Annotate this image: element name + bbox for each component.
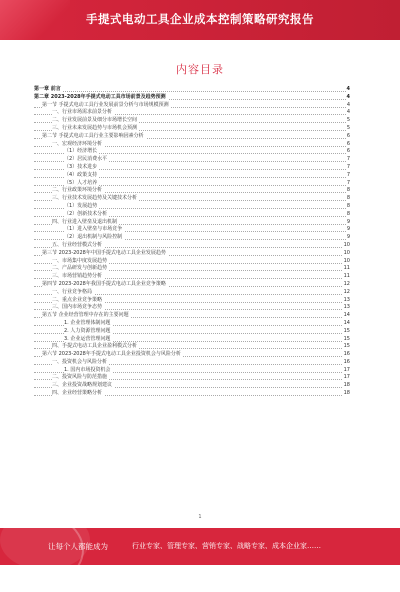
toc-entry-title: 四、企业经营策略分析	[52, 390, 103, 397]
toc-entry-page: 10	[343, 249, 350, 256]
footer-slogan: 让每个人都能成为	[48, 542, 108, 551]
toc-entry-title: 二、行业政策环境分析	[52, 187, 103, 194]
toc-entry-page: 6	[346, 140, 350, 147]
toc-entry-page: 14	[343, 319, 350, 326]
toc-entry-page: 10	[343, 257, 350, 264]
toc-entry-page: 5	[346, 124, 350, 131]
toc-entry-title: 第二节 手提式电动工具行业主要影响因素分析	[42, 132, 144, 139]
toc-entry[interactable]	[34, 382, 350, 390]
toc-entry-title: （1）进入壁垒与市场竞争	[64, 226, 123, 233]
toc-entry-title: 三、行业未来发展趋势与市场机会预测	[52, 124, 138, 131]
toc-entry[interactable]	[34, 304, 350, 312]
toc-entry-title: （1）发展趋势	[64, 202, 98, 209]
toc-entry-page: 16	[343, 351, 350, 358]
toc-entry-title: 二、行业发展前景及细分市场增长空间	[52, 117, 138, 124]
toc-entry-title: （2）创新技术分析	[64, 210, 108, 217]
toc-entry[interactable]	[34, 312, 350, 320]
toc-entry[interactable]	[34, 234, 350, 242]
toc-entry-title: 1. 国内市场投资机会	[64, 366, 111, 373]
toc-entry-title: （2）居民消费水平	[64, 156, 108, 163]
toc-entry-page: 15	[343, 327, 350, 334]
toc-entry-page: 14	[343, 312, 350, 319]
toc-entry-page: 17	[343, 366, 350, 373]
toc-entry[interactable]	[34, 281, 350, 289]
toc-entry-title: 五、行业经营模式分析	[52, 241, 103, 248]
toc-leader-dots	[34, 91, 350, 92]
toc-entry-title: 二、重点企业竞争策略	[52, 296, 103, 303]
toc-entry-page: 7	[346, 179, 350, 186]
toc-entry-title: 第一节 手提式电动工具行业发展前景分析与市场规模预测	[42, 101, 169, 108]
toc-entry[interactable]	[34, 156, 350, 164]
toc-entry[interactable]	[34, 390, 350, 398]
toc-entry[interactable]	[34, 94, 350, 102]
page-number: 1	[198, 514, 202, 520]
toc-entry-title: （2）退出机制与风险控制	[64, 234, 123, 241]
toc-entry-page: 15	[343, 335, 350, 342]
toc-entry-title: 四、行业进入壁垒及退出机制	[52, 218, 118, 225]
toc-entry[interactable]	[34, 172, 350, 180]
toc-entry-page: 9	[346, 218, 350, 225]
toc-entry-page: 4	[346, 86, 350, 92]
toc-entry[interactable]	[34, 117, 350, 125]
toc-entry-title: 第四节 2023-2028年我国手提式电动工具企业竞争策略	[42, 280, 166, 287]
toc-entry-page: 13	[343, 296, 350, 303]
toc-entry-page: 12	[343, 280, 350, 287]
toc-entry-title: 一、投资机会与风险分析	[52, 358, 108, 365]
toc-entry-title: 三、国内市场竞争态势	[52, 304, 103, 311]
toc-entry-page: 7	[346, 171, 350, 178]
toc-entry-page: 5	[346, 117, 350, 124]
toc-entry[interactable]	[34, 148, 350, 156]
toc-entry-page: 4	[346, 101, 350, 108]
toc-entry-title: （5）人才培养	[64, 179, 98, 186]
table-of-contents	[34, 86, 350, 398]
toc-entry-page: 8	[346, 187, 350, 194]
report-title: 手提式电动工具企业成本控制策略研究报告	[86, 12, 314, 26]
toc-entry-title: （4）政策支持	[64, 171, 98, 178]
toc-entry[interactable]	[34, 351, 350, 359]
toc-entry-page: 13	[343, 304, 350, 311]
toc-entry[interactable]	[34, 195, 350, 203]
footer-bar	[0, 528, 400, 565]
toc-entry-page: 8	[346, 202, 350, 209]
toc-entry[interactable]	[34, 273, 350, 281]
toc-entry[interactable]	[34, 250, 350, 258]
toc-entry[interactable]	[34, 125, 350, 133]
toc-entry-title: 1. 企业管理体制问题	[64, 319, 111, 326]
toc-entry-page: 9	[346, 234, 350, 241]
toc-entry-page: 15	[343, 343, 350, 350]
toc-entry-page: 11	[343, 265, 350, 272]
toc-entry[interactable]	[34, 289, 350, 297]
toc-entry-title: （3）技术进步	[64, 163, 98, 170]
toc-entry-title: 二、产品研发与创新趋势	[52, 265, 108, 272]
toc-entry-title: 第六节 2023-2028年手提式电动工具企业投资机会与风险分析	[42, 351, 181, 358]
toc-entry-page: 18	[343, 390, 350, 397]
toc-entry-title: 第五节 企业经营管理中存在的主要问题	[42, 312, 129, 319]
toc-entry-page: 9	[346, 226, 350, 233]
toc-entry-page: 4	[346, 93, 350, 100]
toc-entry[interactable]	[34, 133, 350, 141]
toc-entry-title: 一、宏观经济环境分析	[52, 140, 103, 147]
toc-entry-title: 三、企业投资战略规划建议	[52, 382, 113, 389]
toc-entry[interactable]	[34, 187, 350, 195]
toc-entry[interactable]	[34, 242, 350, 250]
toc-entry[interactable]	[34, 328, 350, 336]
toc-entry-title: 第一章 前言	[34, 86, 61, 92]
toc-entry-page: 8	[346, 195, 350, 202]
toc-entry-title: 2. 人力资源管理问题	[64, 327, 111, 334]
toc-entry[interactable]	[34, 211, 350, 219]
toc-entry[interactable]	[34, 86, 350, 94]
toc-entry-page: 8	[346, 210, 350, 217]
toc-entry-title: 三、市场营销趋势分析	[52, 273, 103, 280]
toc-entry-page: 6	[346, 148, 350, 155]
toc-entry-title: （1）经济增长	[64, 148, 98, 155]
toc-entry-title: 一、市场集中度发展趋势	[52, 257, 108, 264]
toc-entry[interactable]	[34, 265, 350, 273]
toc-entry-title: 四、手提式电动工具企业盈利模式分析	[52, 343, 138, 350]
toc-entry-page: 7	[346, 156, 350, 163]
toc-entry[interactable]	[34, 359, 350, 367]
toc-entry-page: 18	[343, 382, 350, 389]
toc-entry-title: 三、行业技术发展趋势及关键技术分析	[52, 195, 138, 202]
toc-entry-title: 一、行业竞争格局	[52, 288, 93, 295]
toc-entry-title: 3. 企业运营管理问题	[64, 335, 111, 342]
toc-entry-page: 10	[343, 241, 350, 248]
toc-entry-title: 一、行业市场需求前景分析	[52, 109, 113, 116]
footer-roles: 行业专家、管理专家、营销专家、战略专家、成本企业家……	[132, 542, 321, 550]
toc-entry-page: 11	[343, 273, 350, 280]
toc-entry[interactable]	[34, 226, 350, 234]
header-bar	[0, 0, 400, 40]
toc-entry[interactable]	[34, 320, 350, 328]
toc-entry[interactable]	[34, 343, 350, 351]
toc-entry-page: 17	[343, 374, 350, 381]
toc-entry-page: 7	[346, 163, 350, 170]
toc-entry-title: 第三节 2023-2028年中国手提式电动工具企业发展趋势	[42, 249, 166, 256]
toc-entry[interactable]	[34, 203, 350, 211]
toc-entry-page: 16	[343, 358, 350, 365]
toc-entry-page: 12	[343, 288, 350, 295]
toc-entry-page: 6	[346, 132, 350, 139]
toc-entry[interactable]	[34, 164, 350, 172]
toc-heading: 内容目录	[176, 63, 224, 76]
toc-entry-title: 二、投资风险与防范措施	[52, 374, 108, 381]
toc-entry-title: 第二章 2023-2028年手提式电动工具市场前景及趋势预测	[34, 93, 166, 100]
toc-entry-page: 4	[346, 109, 350, 116]
